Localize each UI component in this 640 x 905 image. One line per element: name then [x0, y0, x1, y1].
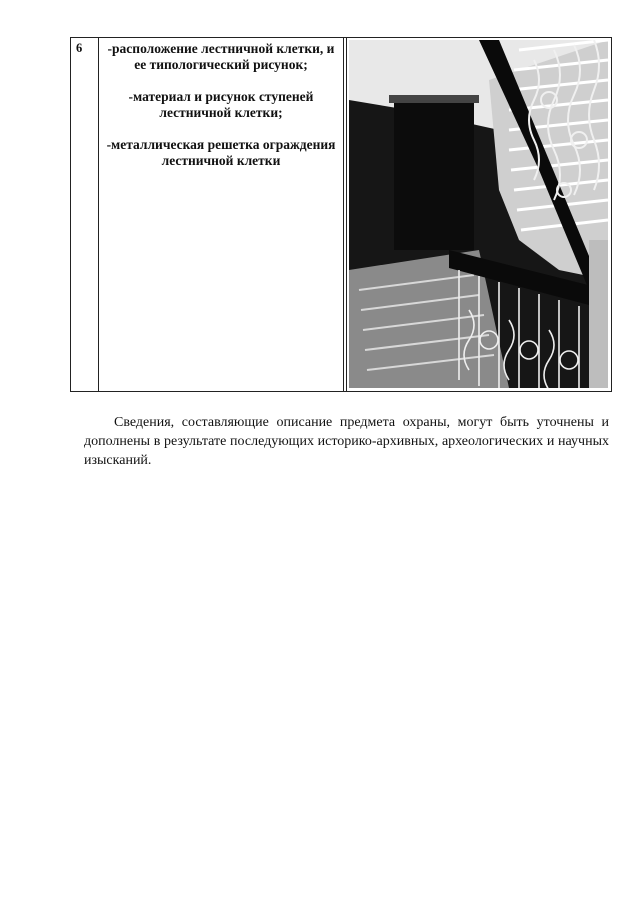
row-number: 6 [76, 41, 83, 55]
column-divider [343, 38, 344, 391]
description-item: -расположение лестничной клетки, и ее типологический рисунок; [107, 41, 335, 72]
row-description [101, 41, 341, 185]
description-item: -металлическая решетка ограждения лестничной клетки [106, 137, 336, 168]
column-divider [346, 38, 347, 391]
closing-paragraph: Сведения, составляющие описание предмета охраны, могут быть уточнены и дополнены в результате последующих историко-архивных, археологических и научных изысканий. [84, 415, 609, 468]
description-item: -материал и рисунок ступеней лестничной клетки; [128, 89, 314, 120]
protection-subject-table [70, 37, 612, 392]
column-divider [98, 38, 99, 391]
staircase-photo [349, 40, 608, 388]
